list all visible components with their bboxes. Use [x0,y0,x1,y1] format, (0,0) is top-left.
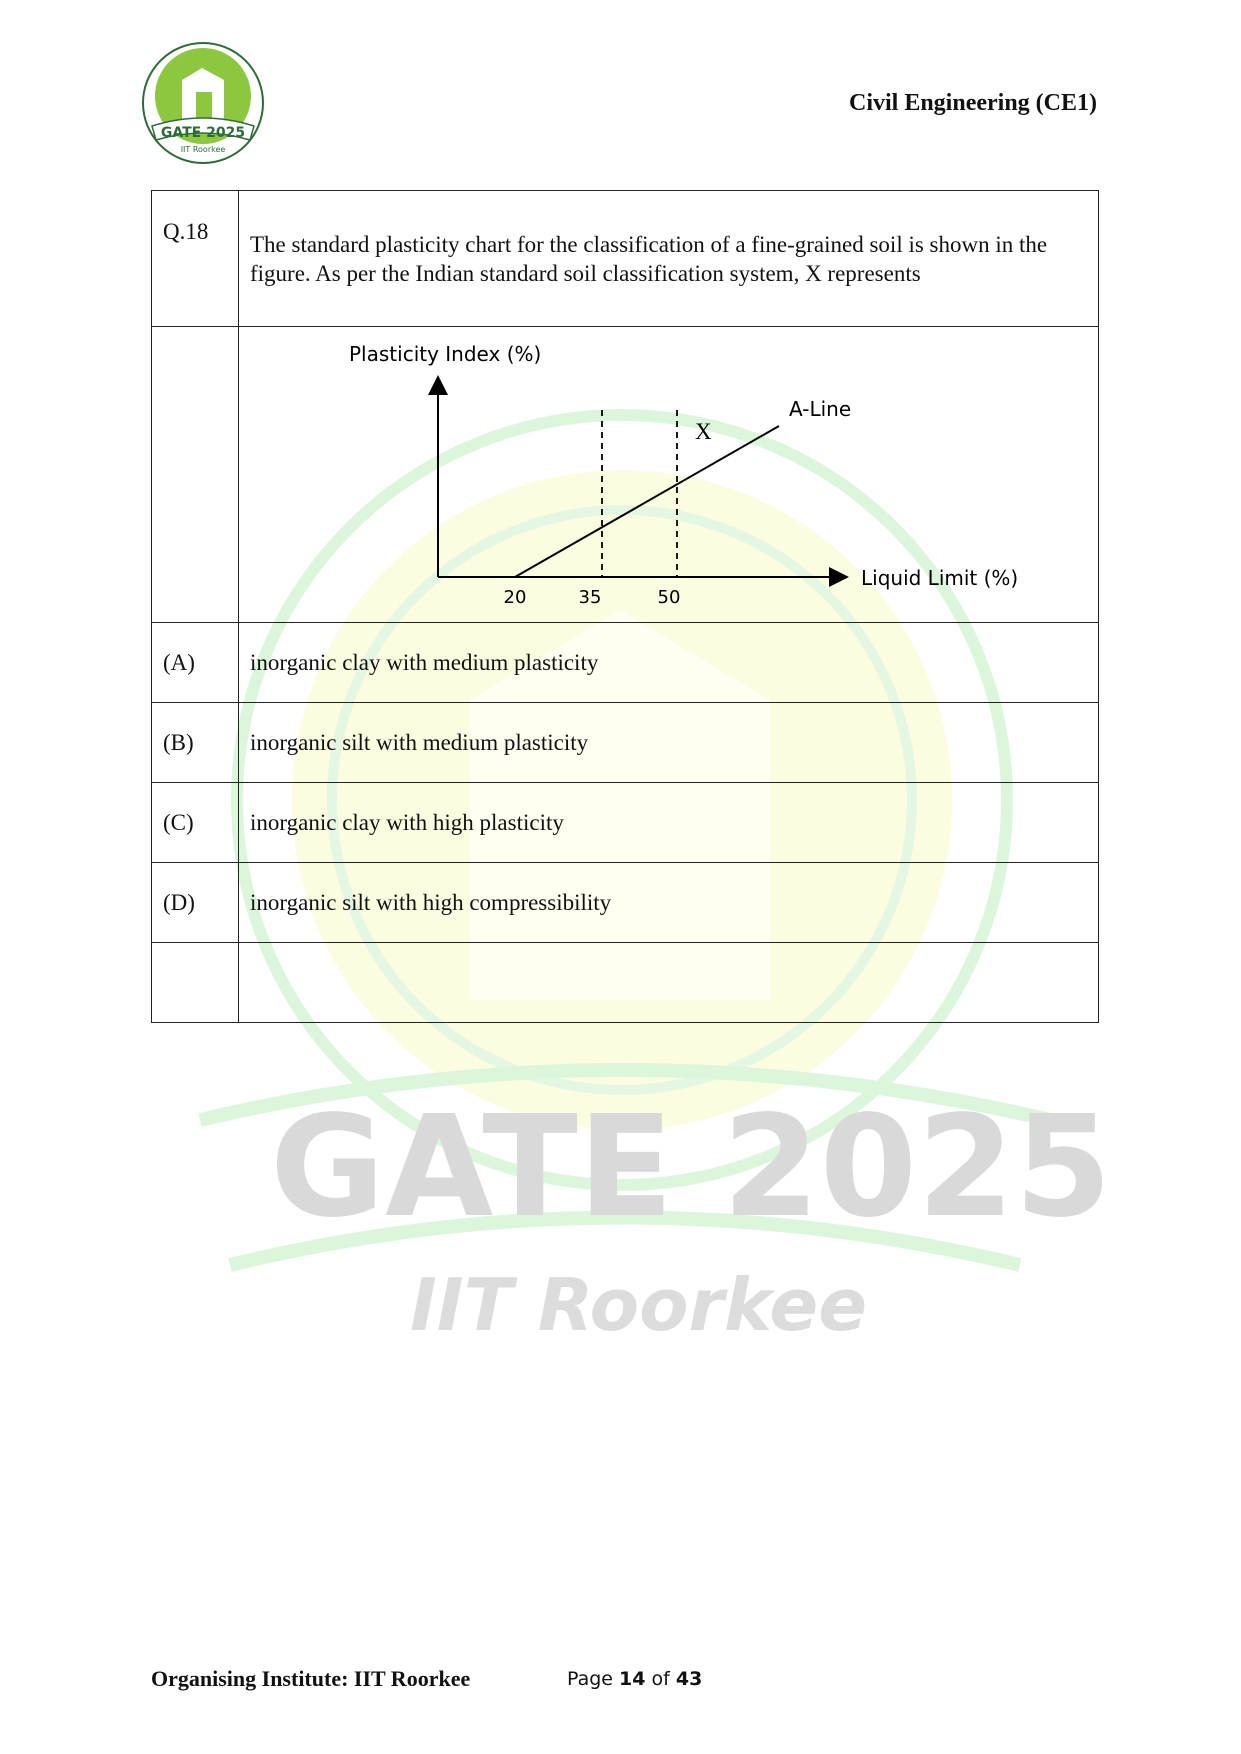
option-text: inorganic clay with medium plasticity [239,623,1099,703]
option-text: inorganic silt with medium plasticity [239,703,1099,783]
x-tick-label: 50 [657,587,681,608]
question-table [151,190,1099,1023]
empty-row [152,943,1099,1023]
page-of: of [651,1668,670,1690]
logo-text-bottom: IIT Roorkee [180,145,226,154]
page-word: Page [567,1668,613,1690]
option-label: (A) [152,623,239,703]
figure-row [152,327,1099,623]
a-line-label: A-Line [789,397,852,421]
question-row [152,191,1099,327]
option-row[interactable] [152,703,1099,783]
question-number: Q.18 [152,191,239,327]
watermark-sub-text: IIT Roorkee [410,1263,868,1347]
option-label: (C) [152,783,239,863]
gate-2025-logo [140,40,266,166]
y-axis-label: Plasticity Index (%) [349,342,542,366]
option-label: (B) [152,703,239,783]
x-tick-label: 35 [578,587,602,608]
option-text: inorganic silt with high compressibility [239,863,1099,943]
question-text: The standard plasticity chart for the classification of a fine-grained soil is shown in the figure. As per the Indian standard soil classification system, X represents [239,191,1099,327]
x-tick-label: 20 [503,587,527,608]
plasticity-chart [239,327,1099,622]
figure-empty-cell [152,327,239,623]
logo-text-top: GATE 2025 [160,125,246,141]
empty-cell [152,943,239,1023]
a-line [515,426,779,577]
option-row[interactable] [152,863,1099,943]
figure-cell [239,327,1099,623]
option-row[interactable] [152,623,1099,703]
organising-institute: Organising Institute: IIT Roorkee [151,1666,471,1691]
watermark-main-text: GATE 2025 [270,1086,1112,1249]
paper-title: Civil Engineering (CE1) [848,90,1097,116]
region-x-label: X [695,419,712,444]
page-number [567,1668,702,1690]
page-current: 14 [619,1668,646,1690]
page-total: 43 [675,1668,703,1690]
option-row[interactable] [152,783,1099,863]
x-axis-label: Liquid Limit (%) [861,566,1019,590]
option-label: (D) [152,863,239,943]
option-text: inorganic clay with high plasticity [239,783,1099,863]
empty-cell [239,943,1099,1023]
